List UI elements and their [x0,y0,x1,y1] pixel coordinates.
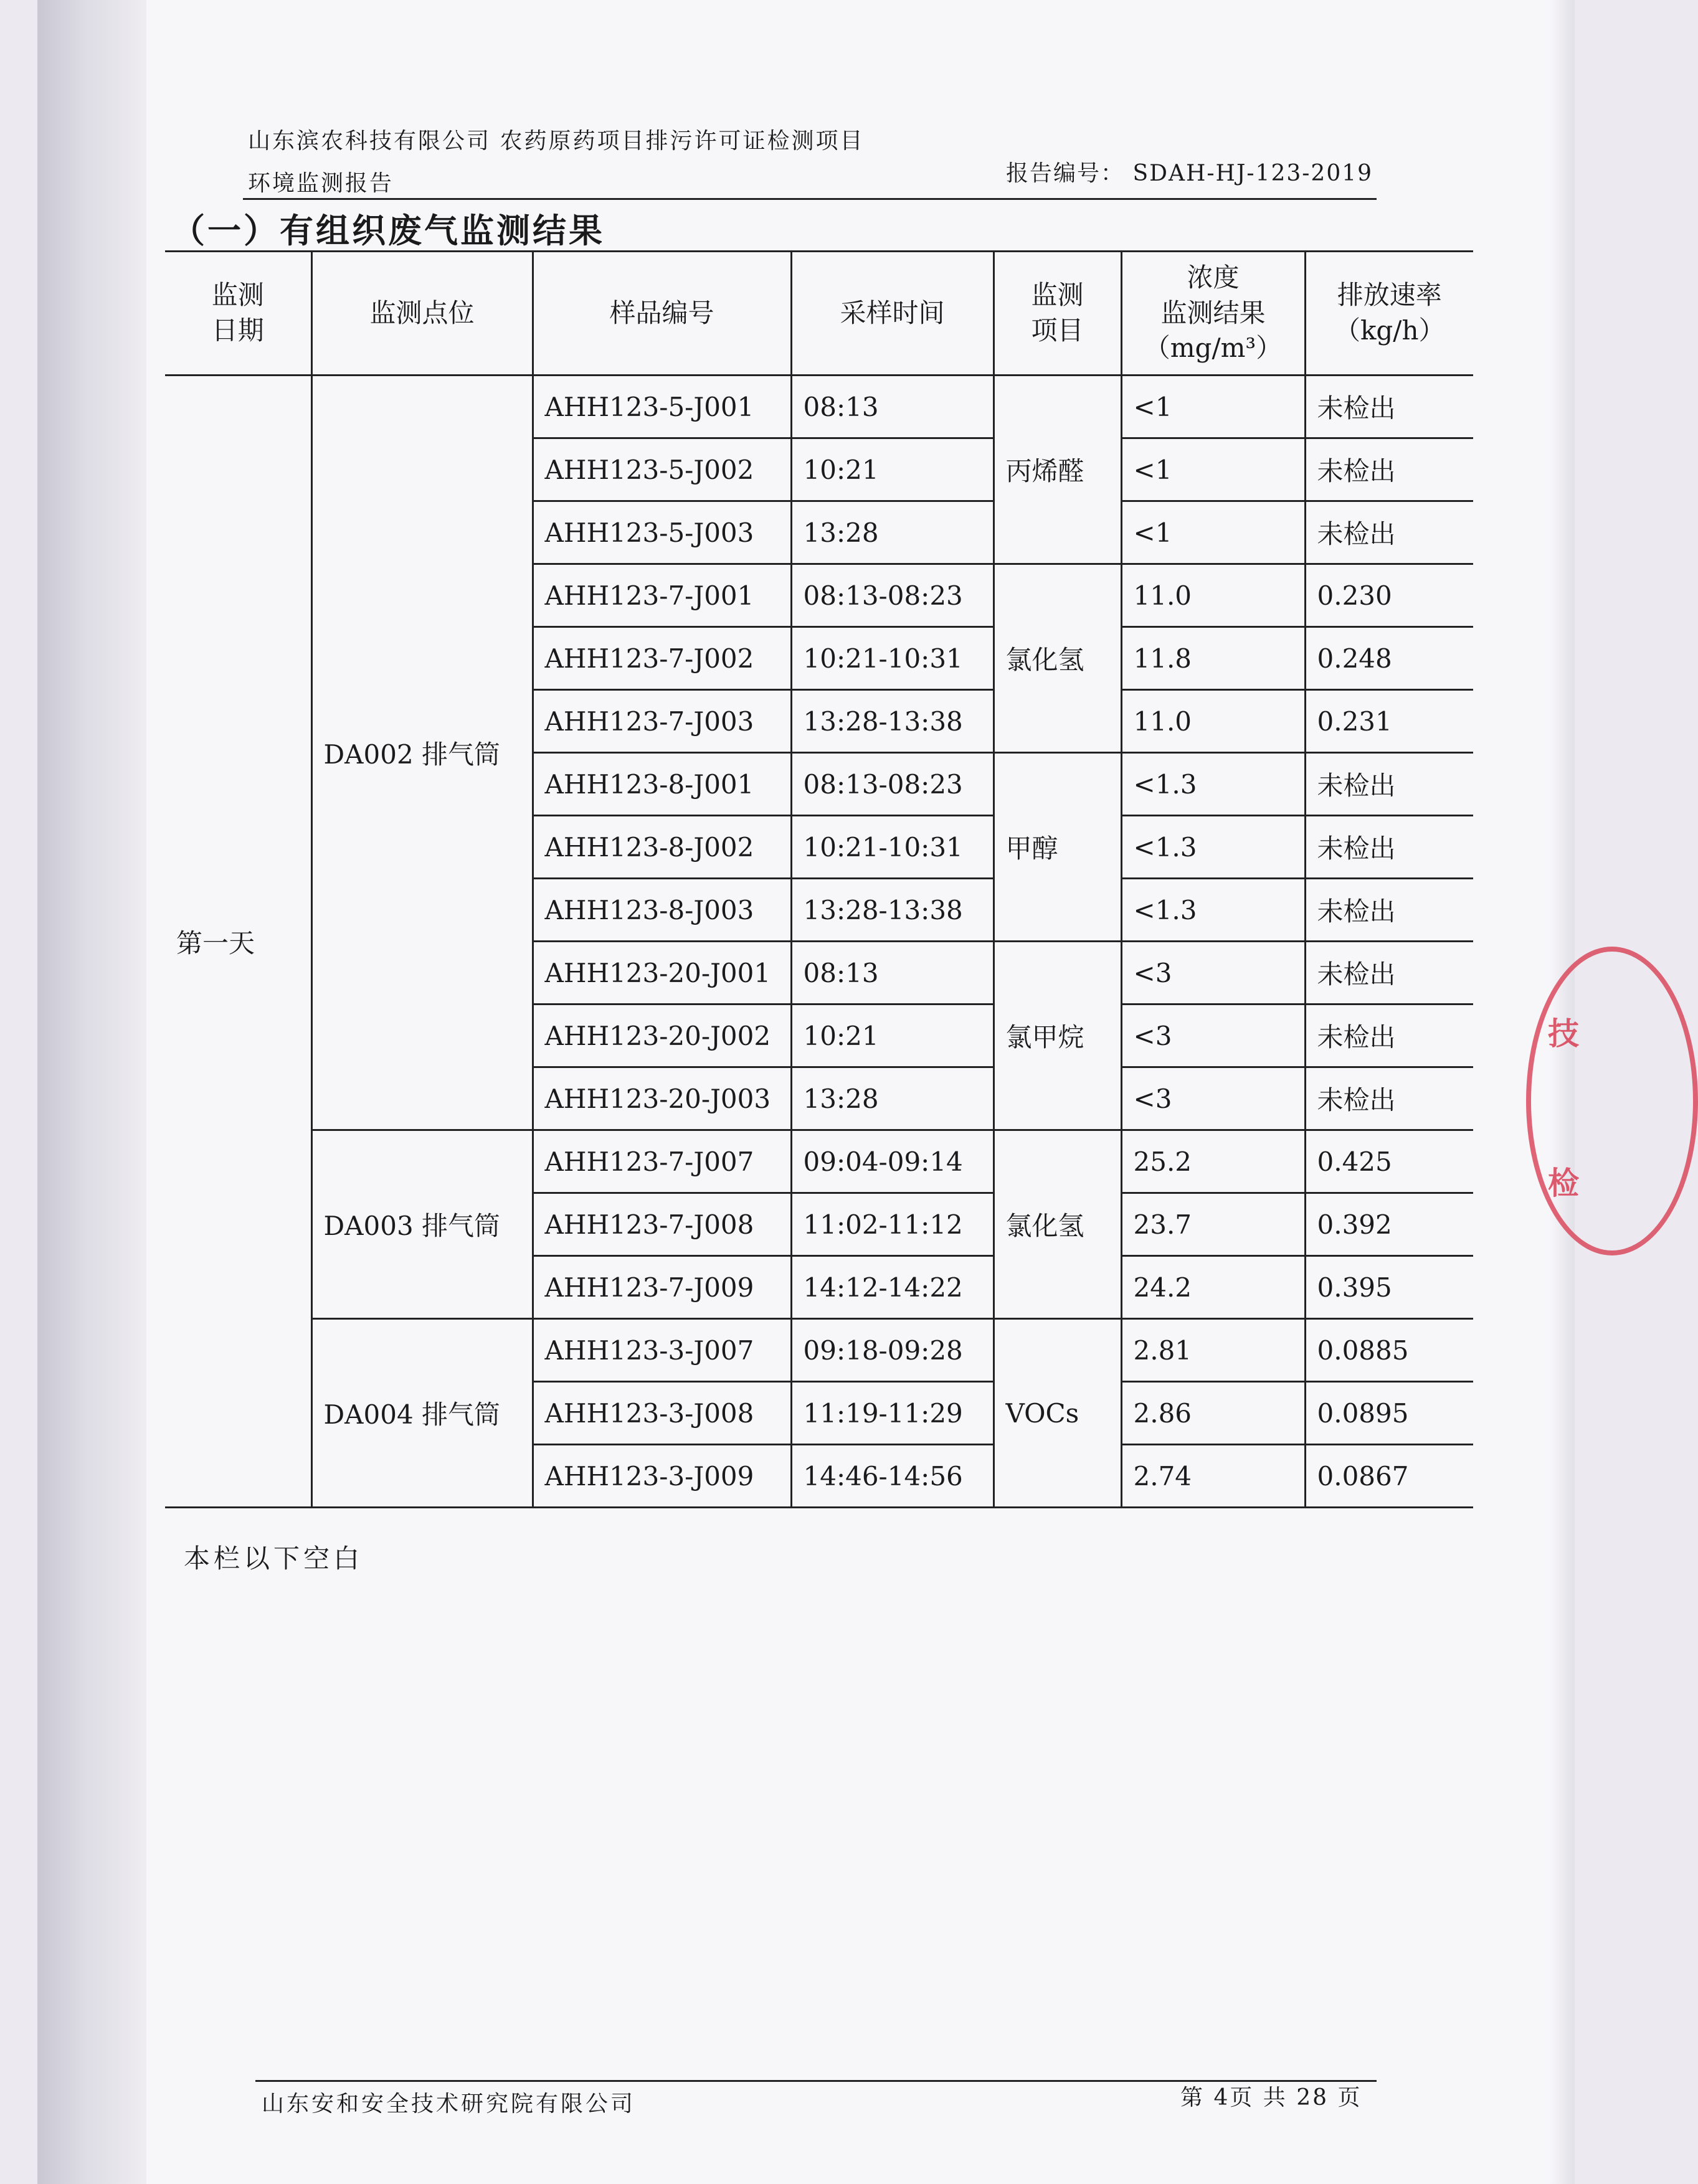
report-number-value: SDAH-HJ-123-2019 [1132,161,1373,186]
sample-no-cell: AHH123-5-J001 [533,376,791,438]
rate-cell: 0.395 [1305,1256,1473,1319]
sample-no-cell: AHH123-8-J003 [533,879,791,942]
sample-time-cell: 10:21 [791,438,994,501]
footer-page-number: 第 4页 共 28 页 [1180,2085,1362,2111]
rate-cell: 0.425 [1305,1130,1473,1193]
sample-time-cell: 13:28 [791,1067,994,1130]
sample-time-cell: 10:21-10:31 [791,816,994,879]
rate-cell: 未检出 [1305,942,1473,1005]
table-row [165,376,1473,438]
concentration-cell: 2.81 [1121,1319,1305,1382]
results-table [165,250,1473,1508]
sample-no-cell: AHH123-7-J007 [533,1130,791,1193]
table-header-row [165,252,1473,376]
rate-cell: 未检出 [1305,1067,1473,1130]
header-concentration: 浓度 监测结果 （mg/m³） [1121,252,1305,376]
sample-no-cell: AHH123-7-J001 [533,564,791,627]
sample-no-cell: AHH123-20-J001 [533,942,791,1005]
concentration-cell: 2.74 [1121,1445,1305,1508]
item-cell: 氯化氢 [994,1130,1121,1319]
concentration-cell: 11.8 [1121,627,1305,690]
report-number-label: 报告编号： [1006,161,1125,186]
official-seal [1526,947,1698,1255]
binding-shadow [37,0,146,2184]
blank-below-note: 本栏以下空白 [184,1543,364,1574]
concentration-cell: 24.2 [1121,1256,1305,1319]
sample-time-cell: 11:02-11:12 [791,1193,994,1256]
table-row [165,1319,1473,1382]
sample-no-cell: AHH123-3-J009 [533,1445,791,1508]
location-cell: DA002 排气筒 [311,376,533,1130]
sample-time-cell: 09:18-09:28 [791,1319,994,1382]
footer-company: 山东安和安全技术研究院有限公司 [262,2091,636,2117]
seal-char-1: 技 [1548,1015,1579,1052]
sample-no-cell: AHH123-20-J003 [533,1067,791,1130]
sample-no-cell: AHH123-7-J008 [533,1193,791,1256]
rate-cell: 0.0885 [1305,1319,1473,1382]
sample-no-cell: AHH123-8-J001 [533,753,791,816]
concentration-cell: <1 [1121,438,1305,501]
sample-time-cell: 09:04-09:14 [791,1130,994,1193]
concentration-cell: 25.2 [1121,1130,1305,1193]
rate-cell: 未检出 [1305,1005,1473,1067]
sample-no-cell: AHH123-20-J002 [533,1005,791,1067]
header-rule [243,198,1377,200]
rate-cell: 0.0867 [1305,1445,1473,1508]
concentration-cell: <3 [1121,942,1305,1005]
item-cell: 氯化氢 [994,564,1121,753]
sample-time-cell: 10:21 [791,1005,994,1067]
concentration-cell: <1.3 [1121,879,1305,942]
item-cell: 氯甲烷 [994,942,1121,1130]
header-company-line: 山东滨农科技有限公司 农药原药项目排污许可证检测项目 [248,128,865,154]
concentration-cell: <1 [1121,501,1305,564]
header-sample-no: 样品编号 [533,252,791,376]
rate-cell: 0.392 [1305,1193,1473,1256]
header-item: 监测 项目 [994,252,1121,376]
rate-cell: 未检出 [1305,753,1473,816]
sample-time-cell: 10:21-10:31 [791,627,994,690]
rate-cell: 未检出 [1305,438,1473,501]
location-cell: DA004 排气筒 [311,1319,533,1508]
concentration-cell: 2.86 [1121,1382,1305,1445]
table-row [165,1130,1473,1193]
header-location: 监测点位 [311,252,533,376]
item-cell: 甲醇 [994,753,1121,942]
concentration-cell: 23.7 [1121,1193,1305,1256]
concentration-cell: 11.0 [1121,690,1305,753]
header-report-number [1006,156,1373,187]
concentration-cell: <1.3 [1121,816,1305,879]
rate-cell: 0.248 [1305,627,1473,690]
date-cell: 第一天 [165,376,311,1508]
concentration-cell: <3 [1121,1067,1305,1130]
sample-time-cell: 08:13-08:23 [791,564,994,627]
concentration-cell: <1.3 [1121,753,1305,816]
concentration-cell: <3 [1121,1005,1305,1067]
sample-time-cell: 11:19-11:29 [791,1382,994,1445]
sample-time-cell: 13:28-13:38 [791,690,994,753]
rate-cell: 0.231 [1305,690,1473,753]
concentration-cell: <1 [1121,376,1305,438]
header-report-type: 环境监测报告 [248,171,394,196]
sample-time-cell: 08:13 [791,376,994,438]
section-title: （一）有组织废气监测结果 [171,210,605,250]
rate-cell: 未检出 [1305,879,1473,942]
sample-time-cell: 08:13-08:23 [791,753,994,816]
sample-time-cell: 13:28-13:38 [791,879,994,942]
sample-no-cell: AHH123-7-J002 [533,627,791,690]
table-body [165,376,1473,1508]
rate-cell: 未检出 [1305,376,1473,438]
item-cell: VOCs [994,1319,1121,1508]
concentration-cell: 11.0 [1121,564,1305,627]
rate-cell: 未检出 [1305,501,1473,564]
sample-no-cell: AHH123-3-J008 [533,1382,791,1445]
location-cell: DA003 排气筒 [311,1130,533,1319]
sample-no-cell: AHH123-5-J003 [533,501,791,564]
sample-time-cell: 14:12-14:22 [791,1256,994,1319]
item-cell: 丙烯醛 [994,376,1121,564]
seal-char-2: 检 [1548,1165,1579,1201]
sample-no-cell: AHH123-7-J009 [533,1256,791,1319]
sample-no-cell: AHH123-5-J002 [533,438,791,501]
sample-time-cell: 14:46-14:56 [791,1445,994,1508]
header-rate: 排放速率 （kg/h） [1305,252,1473,376]
rate-cell: 未检出 [1305,816,1473,879]
rate-cell: 0.0895 [1305,1382,1473,1445]
sample-no-cell: AHH123-7-J003 [533,690,791,753]
sample-no-cell: AHH123-3-J007 [533,1319,791,1382]
rate-cell: 0.230 [1305,564,1473,627]
sample-time-cell: 08:13 [791,942,994,1005]
sample-no-cell: AHH123-8-J002 [533,816,791,879]
header-date: 监测 日期 [165,252,311,376]
sample-time-cell: 13:28 [791,501,994,564]
header-time: 采样时间 [791,252,994,376]
